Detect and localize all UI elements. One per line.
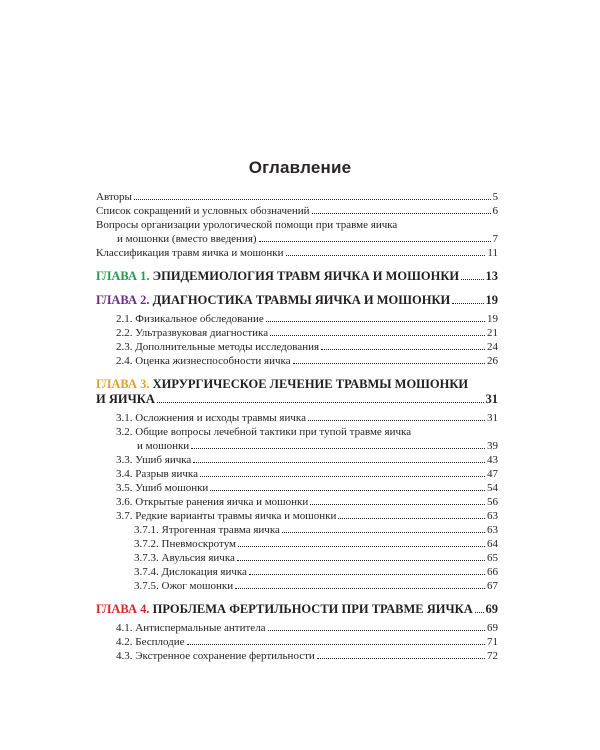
entry-title-line1: 3.2. Общие вопросы лечебной тактики при тупой травме яичка <box>116 426 412 438</box>
entry-page: 69 <box>485 602 498 616</box>
dot-leader <box>338 518 485 519</box>
entry-page: 72 <box>487 650 498 662</box>
entry-title: Авторы <box>96 191 132 203</box>
dot-leader <box>317 658 485 659</box>
toc-section-4-1[interactable] <box>96 621 498 635</box>
page-title: Оглавление <box>248 158 352 177</box>
toc-entry-authors[interactable] <box>96 190 498 204</box>
entry-title-line2: и мошонки <box>137 440 190 452</box>
table-of-contents <box>96 190 498 663</box>
dot-leader <box>259 241 491 242</box>
dot-leader <box>268 630 485 631</box>
dot-leader <box>157 402 484 403</box>
entry-title: 3.4. Разрыв яичка <box>116 468 198 480</box>
entry-title: 3.7.2. Пневмоскротум <box>134 538 237 550</box>
toc-section-3-2[interactable] <box>96 425 498 453</box>
entry-page: 54 <box>487 482 498 494</box>
toc-subsection-3-7-4[interactable] <box>96 565 498 579</box>
dot-leader <box>235 588 485 589</box>
toc-section-3-4[interactable] <box>96 467 498 481</box>
toc-subsection-3-7-2[interactable] <box>96 537 498 551</box>
dot-leader <box>475 612 484 613</box>
entry-title: 3.5. Ушиб мошонки <box>116 482 209 494</box>
entry-page: 47 <box>487 468 498 480</box>
toc-section-2-3[interactable] <box>96 340 498 354</box>
dot-leader <box>282 532 485 533</box>
dot-leader <box>210 490 485 491</box>
entry-title: 2.2. Ультразвуковая диагностика <box>116 327 269 339</box>
toc-section-3-3[interactable] <box>96 453 498 467</box>
entry-page: 39 <box>487 440 498 452</box>
entry-page: 21 <box>487 327 498 339</box>
entry-title: 2.1. Физикальное обследование <box>116 313 264 325</box>
dot-leader <box>191 448 485 449</box>
chapter-title: ПРОБЛЕМА ФЕРТИЛЬНОСТИ ПРИ ТРАВМЕ ЯИЧКА <box>152 602 473 616</box>
entry-title: 4.3. Экстренное сохранение фертильности <box>116 650 315 662</box>
dot-leader <box>200 476 485 477</box>
entry-page: 43 <box>487 454 498 466</box>
entry-page: 31 <box>487 412 498 424</box>
entry-title: 2.3. Дополнительные методы исследования <box>116 341 320 353</box>
chapter-label: ГЛАВА 1. <box>96 269 150 283</box>
chapter-label: ГЛАВА 2. <box>96 293 150 307</box>
entry-page: 71 <box>487 636 498 648</box>
dot-leader <box>238 546 485 547</box>
chapter-title: ЭПИДЕМИОЛОГИЯ ТРАВМ ЯИЧКА И МОШОНКИ <box>152 269 460 283</box>
toc-section-3-6[interactable] <box>96 495 498 509</box>
entry-title: 3.1. Осложнения и исходы травмы яичка <box>116 412 306 424</box>
entry-page: 7 <box>492 233 498 245</box>
entry-page: 56 <box>487 496 498 508</box>
entry-title-line2: и мошонки (вместо введения) <box>117 233 257 245</box>
toc-section-3-7[interactable] <box>96 509 498 523</box>
chapter-title-line2: И ЯИЧКА <box>96 392 155 406</box>
toc-subsection-3-7-1[interactable] <box>96 523 498 537</box>
toc-section-4-2[interactable] <box>96 635 498 649</box>
toc-chapter-2[interactable] <box>96 293 498 308</box>
chapter-label: ГЛАВА 4. <box>96 602 150 616</box>
entry-page: 66 <box>487 566 498 578</box>
entry-page: 5 <box>492 191 498 203</box>
entry-page: 63 <box>487 524 498 536</box>
dot-leader <box>286 255 486 256</box>
entry-title: 3.7. Редкие варианты травмы яичка и мошонки <box>116 510 337 522</box>
dot-leader <box>312 213 491 214</box>
entry-page: 11 <box>487 247 498 259</box>
toc-subsection-3-7-3[interactable] <box>96 551 498 565</box>
entry-title-line1: Вопросы организации урологической помощи при травме яичка <box>96 219 398 231</box>
entry-title: 3.6. Открытые ранения яичка и мошонки <box>116 496 309 508</box>
toc-entry-introduction[interactable] <box>96 218 498 246</box>
entry-page: 31 <box>485 392 498 406</box>
entry-title: Классификация травм яичка и мошонки <box>96 247 284 259</box>
entry-title: 4.2. Бесплодие <box>116 636 185 648</box>
dot-leader <box>249 574 485 575</box>
dot-leader <box>461 279 483 280</box>
dot-leader <box>452 303 483 304</box>
toc-section-2-4[interactable] <box>96 354 498 368</box>
dot-leader <box>187 644 485 645</box>
entry-page: 6 <box>492 205 498 217</box>
chapter-label: ГЛАВА 3. <box>96 377 150 391</box>
toc-entry-classification[interactable] <box>96 246 498 260</box>
entry-title: 4.1. Антиспермальные антитела <box>116 622 266 634</box>
dot-leader <box>134 199 491 200</box>
entry-title: Список сокращений и условных обозначений <box>96 205 310 217</box>
toc-section-2-2[interactable] <box>96 326 498 340</box>
toc-section-3-5[interactable] <box>96 481 498 495</box>
entry-page: 67 <box>487 580 498 592</box>
entry-title: 3.3. Ушиб яичка <box>116 454 192 466</box>
toc-section-3-1[interactable] <box>96 411 498 425</box>
dot-leader <box>266 321 485 322</box>
dot-leader <box>308 420 485 421</box>
dot-leader <box>321 349 485 350</box>
toc-section-2-1[interactable] <box>96 312 498 326</box>
entry-title: 3.7.5. Ожог мошонки <box>134 580 234 592</box>
dot-leader <box>310 504 485 505</box>
toc-chapter-4[interactable] <box>96 602 498 617</box>
entry-page: 65 <box>487 552 498 564</box>
entry-page: 24 <box>487 341 498 353</box>
dot-leader <box>237 560 485 561</box>
entry-page: 19 <box>485 293 498 307</box>
toc-entry-abbreviations[interactable] <box>96 204 498 218</box>
entry-page: 64 <box>487 538 498 550</box>
entry-page: 13 <box>485 269 498 283</box>
entry-page: 69 <box>487 622 498 634</box>
dot-leader <box>270 335 485 336</box>
chapter-title-line1: ХИРУРГИЧЕСКОЕ ЛЕЧЕНИЕ ТРАВМЫ МОШОНКИ <box>152 377 469 391</box>
toc-section-4-3[interactable] <box>96 649 498 663</box>
entry-page: 26 <box>487 355 498 367</box>
toc-subsection-3-7-5[interactable] <box>96 579 498 593</box>
entry-title: 3.7.1. Ятрогенная травма яичка <box>134 524 280 536</box>
chapter-title: ДИАГНОСТИКА ТРАВМЫ ЯИЧКА И МОШОНКИ <box>152 293 451 307</box>
toc-chapter-1[interactable] <box>96 269 498 284</box>
entry-title: 2.4. Оценка жизнеспособности яичка <box>116 355 291 367</box>
dot-leader <box>293 363 485 364</box>
toc-chapter-3[interactable] <box>96 377 498 407</box>
entry-page: 19 <box>487 313 498 325</box>
entry-title: 3.7.4. Дислокация яичка <box>134 566 247 578</box>
entry-page: 63 <box>487 510 498 522</box>
entry-title: 3.7.3. Авульсия яичка <box>134 552 235 564</box>
dot-leader <box>193 462 485 463</box>
